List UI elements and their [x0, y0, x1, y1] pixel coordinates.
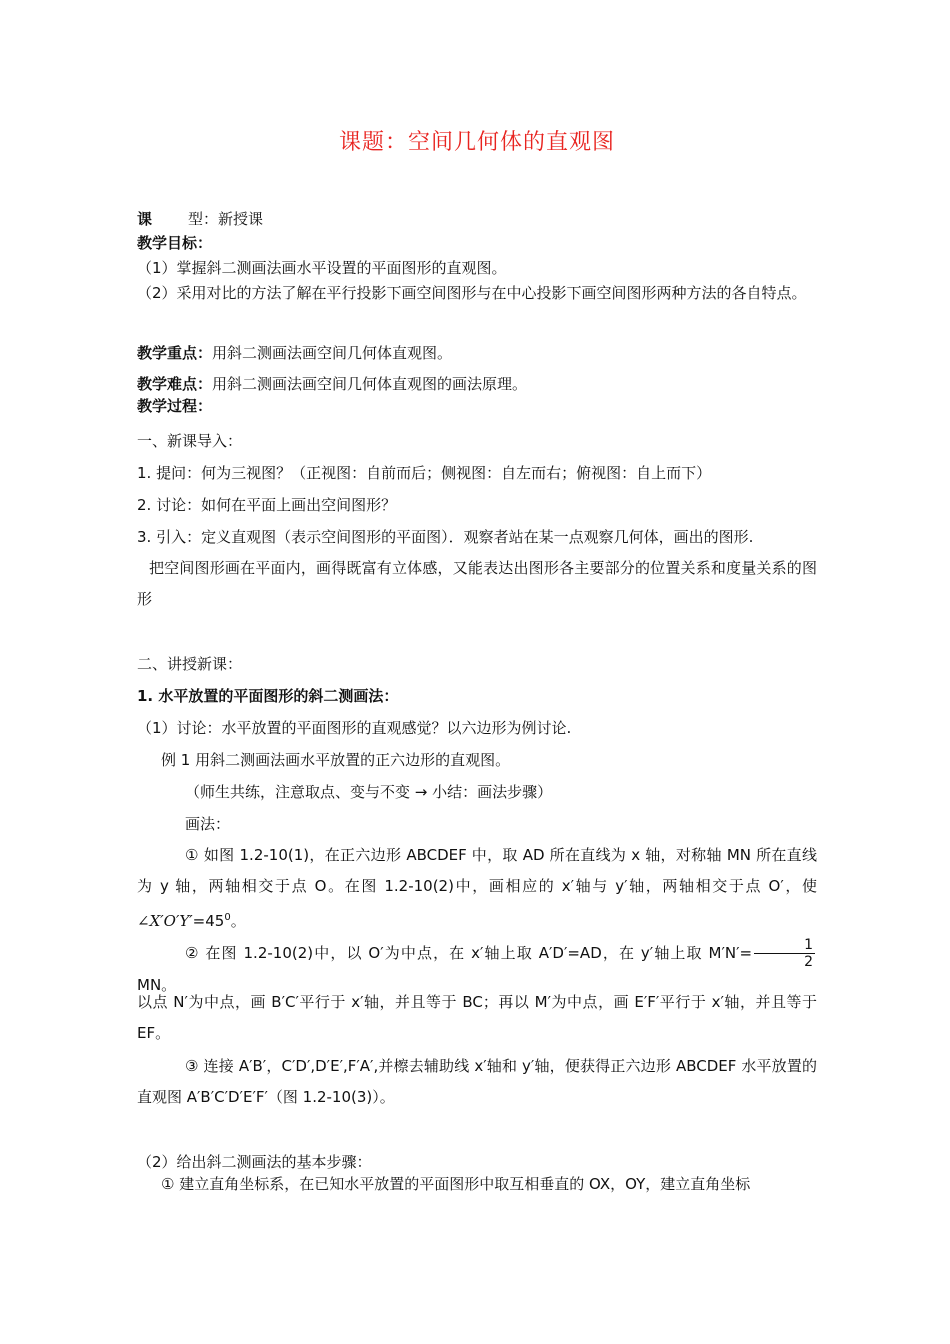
step-1 [137, 840, 817, 937]
example-note: （师生共练，注意取点、变与不变 → 小结：画法步骤） [185, 783, 553, 801]
goal-item: （2）采用对比的方法了解在平行投影下画空间图形与在中心投影下画空间图形两种方法的各自特点。 [137, 284, 807, 302]
course-type-label-b: 型： [188, 210, 219, 228]
part2-sub1: 1. 水平放置的平面图形的斜二测画法： [137, 687, 399, 705]
part1-heading: 一、新课导入： [137, 432, 243, 450]
step-2-text: ② 在图 1.2-10(2)中，以 O′为中点，在 x′轴上取 A′D′=AD，在 y′轴上取 M′N′= [185, 944, 753, 962]
step-1-degree: 0 [224, 912, 231, 923]
goal-item: （1）掌握斜二测画法画水平设置的平面图形的直观图。 [137, 259, 507, 277]
part1-item: 1. 提问：何为三视图？（正视图：自前而后；侧视图：自左而右；俯视图：自上而下） [137, 464, 712, 482]
step-1-end: 。 [230, 912, 246, 930]
step-2-continued: 以点 N′为中点，画 B′C′平行于 x′轴，并且等于 BC；再以 M′为中点，画 E′F′平行于 x′轴，并且等于 EF。 [137, 993, 817, 1042]
part2-heading: 二、讲授新课： [137, 655, 243, 673]
course-type-label-a: 课 [137, 210, 153, 228]
step-1-text: ① 如图 1.2-10(1)，在正六边形 ABCDEF 中，取 AD 所在直线为 x 轴，对称轴 MN 所在直线为 y 轴，两轴相交于点 O。在图 1.2-10(2)中，画相应的 x′轴与 y′轴，两轴相交于点 O′，使 [137, 846, 817, 895]
step-2-end: MN。 [137, 976, 177, 994]
basic-step-1: ① 建立直角坐标系，在已知水平放置的平面图形中取互相垂直的 OX，OY，建立直角坐标 [161, 1175, 751, 1193]
difficulty-label: 教学难点： [137, 375, 213, 393]
key-point-label: 教学重点： [137, 344, 213, 362]
step-1-value: =45 [192, 912, 225, 930]
key-point-line [137, 342, 452, 364]
goals-heading: 教学目标： [137, 234, 213, 252]
process-label: 教学过程： [137, 397, 213, 415]
fraction-half [754, 937, 815, 970]
example-1: 例 1 用斜二测画法画水平放置的正六边形的直观图。 [161, 751, 511, 769]
part1-item: 2. 讨论：如何在平面上画出空间图形？ [137, 496, 397, 514]
fraction-numerator: 1 [754, 937, 815, 954]
part1-item: 把空间图形画在平面内，画得既富有立体感，又能表达出图形各主要部分的位置关系和度量关系的图形 [137, 559, 817, 608]
difficulty-line [137, 373, 527, 395]
part1-item: 3. 引入：定义直观图（表示空间图形的平面图）．观察者站在某一点观察几何体，画出的图形. [137, 528, 754, 546]
difficulty-text: 用斜二测画法画空间几何体直观图的画法原理。 [212, 375, 528, 393]
course-type-line [137, 208, 263, 230]
angle-xoy: ∠X′O′Y′ [137, 912, 193, 930]
part2-discuss: （1）讨论：水平放置的平面图形的直观感觉？以六边形为例讨论. [137, 719, 572, 737]
key-point-text: 用斜二测画法画空间几何体直观图。 [212, 344, 453, 362]
step-3: ③ 连接 A′B′，C′D′,D′E′,F′A′,并檫去辅助线 x′轴和 y′轴，便获得正六边形 ABCDEF 水平放置的直观图 A′B′C′D′E′F′（图 1.2-10(3)）。 [137, 1057, 817, 1106]
fraction-denominator: 2 [804, 954, 813, 970]
page-title: 课题：空间几何体的直观图 [338, 130, 615, 155]
basic-steps-heading: （2）给出斜二测画法的基本步骤： [137, 1153, 372, 1171]
course-type-value: 新授课 [218, 210, 264, 228]
method-label: 画法： [185, 815, 231, 833]
